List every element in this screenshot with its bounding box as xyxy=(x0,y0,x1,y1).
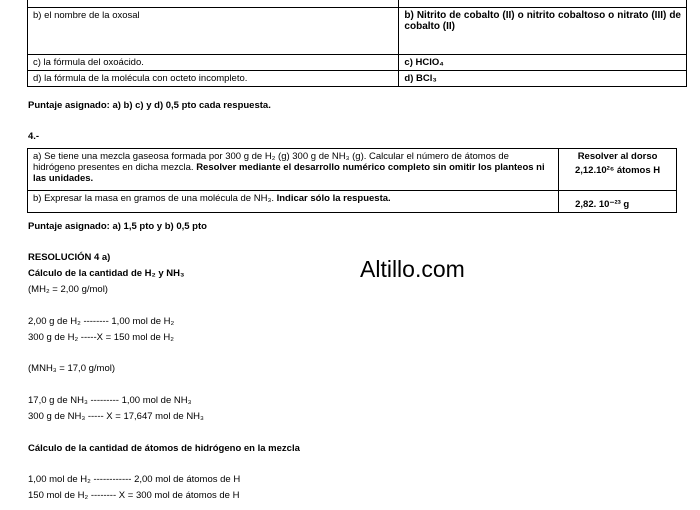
calc-line: 1,00 mol de H₂ ------------ 2,00 mol de átomos de H xyxy=(28,474,241,485)
question-instruction: Indicar sólo la respuesta. xyxy=(276,193,391,204)
answer-value: 2,12.10²⁶ átomos H xyxy=(574,165,661,176)
calc-line: 300 g de NH₃ ----- X = 17,647 mol de NH₃ xyxy=(28,411,204,422)
table-row xyxy=(28,71,687,87)
calc-line: 300 g de H₂ -----X = 150 mol de H₂ xyxy=(28,332,174,343)
resolution-subtitle: Cálculo de la cantidad de H₂ y NH₃ xyxy=(28,268,185,279)
score-text: Puntaje asignado: a) 1,5 pto y b) 0,5 pto xyxy=(28,221,207,232)
table-row xyxy=(28,191,677,213)
top-answer-table xyxy=(27,0,687,87)
answer-cell: 2,82. 10⁻²³ g xyxy=(559,191,677,213)
answer-cell: b) Nitrito de cobalto (II) o nitrito cobaltoso o nitrato (III) de cobalto (II) xyxy=(399,8,687,55)
table-row xyxy=(28,8,687,55)
molar-mass-h2: (MH₂ = 2,00 g/mol) xyxy=(28,284,108,295)
calc-line: 17,0 g de NH₃ --------- 1,00 mol de NH₃ xyxy=(28,395,192,406)
answer-cell: c) HClO₄ xyxy=(399,55,687,71)
question-cell: c) la fórmula del oxoácido. xyxy=(28,55,399,71)
question-4-table xyxy=(27,148,677,213)
table-row xyxy=(28,55,687,71)
table-row xyxy=(28,149,677,191)
score-text: Puntaje asignado: a) b) c) y d) 0,5 pto cada respuesta. xyxy=(28,100,271,111)
resolution-title: RESOLUCIÓN 4 a) xyxy=(28,252,111,263)
table-row-top-edge-left xyxy=(28,0,399,8)
watermark: Altillo.com xyxy=(360,256,465,282)
table-row-top-edge-right xyxy=(399,0,687,8)
molar-mass-nh3: (MNH₃ = 17,0 g/mol) xyxy=(28,363,116,374)
calc-line: 150 mol de H₂ -------- X = 300 mol de átomos de H xyxy=(28,490,240,501)
question-cell xyxy=(28,191,559,213)
answer-cell: d) BCl₃ xyxy=(399,71,687,87)
answer-title: Resolver al dorso xyxy=(577,151,658,162)
answer-cell xyxy=(559,149,677,191)
question-cell xyxy=(28,149,559,191)
question-cell: b) el nombre de la oxosal xyxy=(28,8,399,55)
question-instruction: Resolver mediante el desarrollo numérico completo sin omitir los planteos ni las unidades. xyxy=(33,162,545,184)
question-number: 4.- xyxy=(28,131,40,142)
section-title: Cálculo de la cantidad de átomos de hidrógeno en la mezcla xyxy=(28,443,300,454)
question-text: a) Se tiene una mezcla gaseosa formada por 300 g de H₂ (g) 300 g de NH₃ (g). Calcular el número de átomos de hidrógeno presentes en dicha mezcla. xyxy=(33,151,509,173)
question-cell: d) la fórmula de la molécula con octeto incompleto. xyxy=(28,71,399,87)
calc-line: 2,00 g de H₂ -------- 1,00 mol de H₂ xyxy=(28,316,175,327)
question-text: b) Expresar la masa en gramos de una molécula de NH₃. xyxy=(33,193,274,204)
